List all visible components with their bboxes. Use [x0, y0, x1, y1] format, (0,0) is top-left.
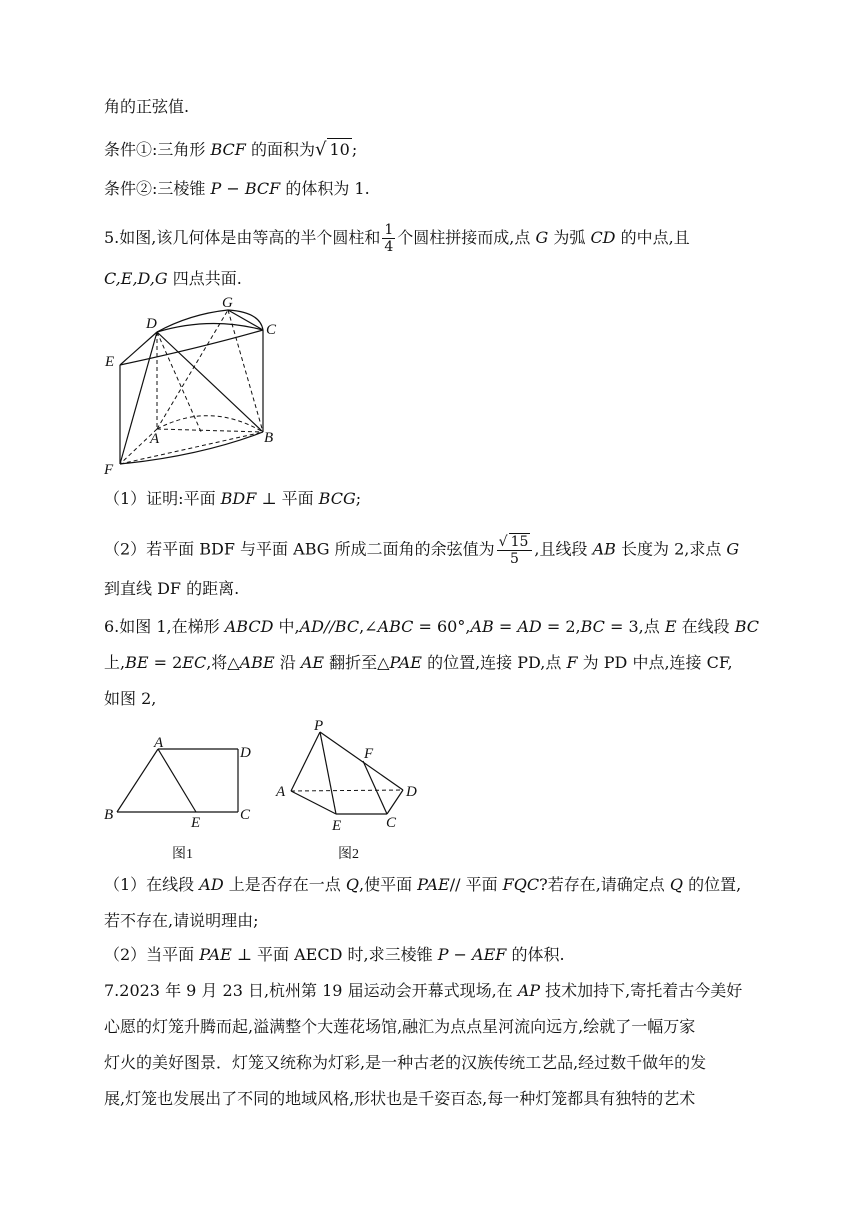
math-var: BDF — [220, 489, 257, 508]
condition-2 — [104, 178, 370, 200]
math-var: EC — [182, 653, 207, 672]
text-fragment: 若不存在,请说明理由; — [104, 911, 259, 930]
text-fragment: = 60°, — [413, 617, 471, 636]
figure-2-folded — [272, 716, 432, 864]
sqrt-radicand: 10 — [329, 140, 350, 159]
fraction — [382, 222, 395, 255]
label-F: F — [104, 462, 114, 478]
text-fragment: ⊥ 平面 — [231, 945, 295, 964]
text-fragment: 为 — [577, 653, 604, 672]
question-7-line-3 — [104, 1052, 706, 1074]
text-fragment: 的距离. — [181, 579, 240, 598]
math-var: CD — [590, 228, 616, 247]
math-var: FQC — [502, 875, 540, 894]
question-7-line-4 — [104, 1088, 695, 1110]
text-fragment: （2）若平面 — [104, 539, 200, 559]
figure-5-solid — [100, 296, 290, 480]
text-fragment: 长度为 2,求点 — [615, 539, 727, 559]
math-var: G — [535, 228, 549, 247]
fraction — [497, 533, 533, 567]
math-var: PAE — [199, 945, 232, 964]
question-6-line-2 — [104, 652, 733, 674]
sqrt-radicand: 15 — [510, 534, 529, 550]
text-fragment: ,点 — [540, 653, 567, 672]
math-var: BE — [125, 653, 149, 672]
text-fragment: 条件①:三角形 — [104, 140, 211, 159]
question-5-part-2 — [104, 533, 739, 567]
math-var: Q — [669, 875, 684, 894]
label-C: C — [266, 322, 277, 338]
question-6-line-3 — [104, 688, 156, 710]
text-fragment: （1）证明:平面 — [104, 489, 221, 508]
text-fragment: ?若存在,请确定点 — [539, 875, 670, 894]
text-fragment: 5.如图,该几何体是由等高的半个圆柱和 — [104, 228, 381, 247]
text-fragment: 7.2023 年 9 月 23 日,杭州第 19 届运动会开幕式现场,在 — [104, 981, 518, 1000]
figure-1-caption: 图1 — [172, 847, 193, 862]
text-fragment: 灯火的美好图景．灯笼又统称为灯彩,是一种古老的汉族传统工艺品,经过数千做年的发 — [104, 1053, 707, 1072]
question-6-part-2 — [104, 944, 565, 966]
question-6-part-1-cont — [104, 910, 258, 932]
text-fragment: 的位置,连接 — [421, 653, 518, 672]
label-E: E — [105, 354, 115, 370]
label-E: E — [191, 815, 201, 831]
label-C: C — [386, 815, 397, 831]
math-var: P − AEF — [437, 945, 507, 964]
text-fragment: DF — [157, 579, 182, 598]
text-fragment: （2）当平面 — [104, 945, 200, 964]
text-fragment: 在线段 — [676, 617, 735, 636]
math-var: PAE — [389, 653, 422, 672]
math-var: BC — [734, 617, 759, 636]
label-B: B — [264, 430, 274, 446]
figure-1-trapezoid — [100, 734, 260, 864]
question-7-line-1 — [104, 980, 742, 1002]
math-var: PAE — [417, 875, 450, 894]
text-fragment: = 3,点 — [604, 617, 665, 636]
text-fragment: 技术加持下,寄托着古今美好 — [540, 981, 743, 1000]
label-C: C — [240, 807, 251, 823]
label-D: D — [406, 784, 417, 800]
question-5-part-1 — [104, 488, 361, 510]
text-fragment: PD — [603, 653, 628, 672]
math-var: ABC — [377, 617, 414, 636]
text-fragment: , — [727, 653, 733, 672]
text-line — [104, 96, 189, 118]
text-fragment: 的体积. — [506, 945, 565, 964]
math-var: AB — [470, 617, 494, 636]
question-5-line-2 — [104, 268, 242, 290]
question-6-line-1 — [104, 616, 759, 638]
math-var: C,E,D,G — [104, 269, 168, 288]
fraction-den: 4 — [384, 239, 394, 255]
text-fragment: BDF — [199, 539, 235, 559]
text-fragment: 如图 2, — [104, 689, 157, 708]
text-fragment: CF — [706, 653, 728, 672]
question-7-line-2 — [104, 1016, 695, 1038]
label-G: G — [222, 296, 233, 311]
text-fragment: 6.如图 1,在梯形 — [104, 617, 225, 636]
text-fragment: 中, — [273, 617, 300, 636]
text-fragment: 与平面 — [234, 539, 294, 559]
text-fragment: 的体积为 1. — [280, 179, 370, 198]
text-fragment: 展,灯笼也发展出了不同的地域风格,形状也是千姿百态,每一种灯笼都具有独特的艺术 — [104, 1089, 696, 1108]
label-D: D — [146, 316, 157, 332]
math-var: AP — [517, 981, 541, 1000]
label-F: F — [364, 746, 374, 762]
text-fragment: 的中点,且 — [615, 228, 690, 247]
figure-2-caption: 图2 — [338, 847, 359, 862]
label-A: A — [276, 784, 286, 800]
text-fragment: PD — [517, 653, 541, 672]
math-var: BC — [580, 617, 605, 636]
text-fragment: ,且线段 — [534, 539, 593, 559]
text-fragment: = — [493, 617, 518, 636]
label-A: A — [154, 735, 164, 751]
fraction-num — [497, 533, 533, 551]
text-fragment: 翻折至△ — [324, 653, 390, 672]
math-var: P − BCF — [210, 179, 281, 198]
text-fragment: 心愿的灯笼升腾而起,溢满整个大莲花场馆,融汇为点点星河流向远方,绘就了一幅万家 — [104, 1017, 696, 1036]
text-fragment: 个圆柱拼接而成,点 — [397, 228, 536, 247]
math-var: AB — [592, 539, 616, 559]
text-fragment: ; — [351, 140, 358, 159]
text-fragment: ; — [355, 489, 362, 508]
question-6-part-1 — [104, 874, 741, 896]
math-var: Q — [345, 875, 359, 894]
math-var: AD — [517, 617, 542, 636]
text-fragment: 中点,连接 — [627, 653, 707, 672]
text-fragment: 沿 — [274, 653, 301, 672]
text-fragment: = 2 — [148, 653, 183, 672]
text-fragment: 的面积为 — [245, 140, 315, 159]
math-var: AD — [199, 875, 224, 894]
text-fragment: 所成二面角的余弦值为 — [329, 539, 495, 559]
label-E: E — [332, 818, 342, 834]
text-fragment: // 平面 — [449, 875, 503, 894]
label-D: D — [240, 745, 251, 761]
text-fragment: 上是否存在一点 — [223, 875, 346, 894]
text-fragment: 条件②:三棱锥 — [104, 179, 211, 198]
sqrt-symbol: √ — [314, 139, 327, 160]
text-fragment: （1）在线段 — [104, 875, 200, 894]
text-fragment: 为弧 — [548, 228, 591, 247]
sqrt-symbol: √ — [498, 534, 508, 550]
condition-1 — [104, 138, 357, 161]
text-fragment: 时,求三棱锥 — [342, 945, 438, 964]
question-5-part-2-cont — [104, 578, 239, 600]
math-var: ABE — [239, 653, 275, 672]
text-fragment: ,∠ — [359, 617, 378, 636]
math-var: E — [664, 617, 677, 636]
fraction-den: 5 — [510, 551, 519, 567]
text-fragment: ,将△ — [206, 653, 240, 672]
text-fragment: 到直线 — [104, 579, 158, 598]
fraction-num: 1 — [384, 222, 394, 238]
text-fragment: ABG — [293, 539, 330, 559]
question-5-line-1 — [104, 222, 690, 255]
math-var: AE — [300, 653, 325, 672]
label-A: A — [150, 431, 160, 447]
math-var: G — [726, 539, 740, 559]
text-fragment: ⊥ 平面 — [256, 489, 319, 508]
text-fragment: AECD — [294, 945, 343, 964]
label-P: P — [314, 718, 324, 734]
math-var: BCF — [210, 140, 246, 159]
text-fragment: = 2, — [541, 617, 581, 636]
label-B: B — [104, 807, 114, 823]
math-var: F — [566, 653, 578, 672]
text-fragment: 四点共面. — [167, 269, 242, 288]
text-fragment: ,使平面 — [358, 875, 418, 894]
text-fragment: 的位置, — [683, 875, 742, 894]
math-var: BCG — [318, 489, 356, 508]
math-var: ABCD — [224, 617, 274, 636]
math-var: AD//BC — [299, 617, 360, 636]
text-fragment: 上, — [104, 653, 126, 672]
text-fragment: 角的正弦值. — [104, 97, 190, 116]
